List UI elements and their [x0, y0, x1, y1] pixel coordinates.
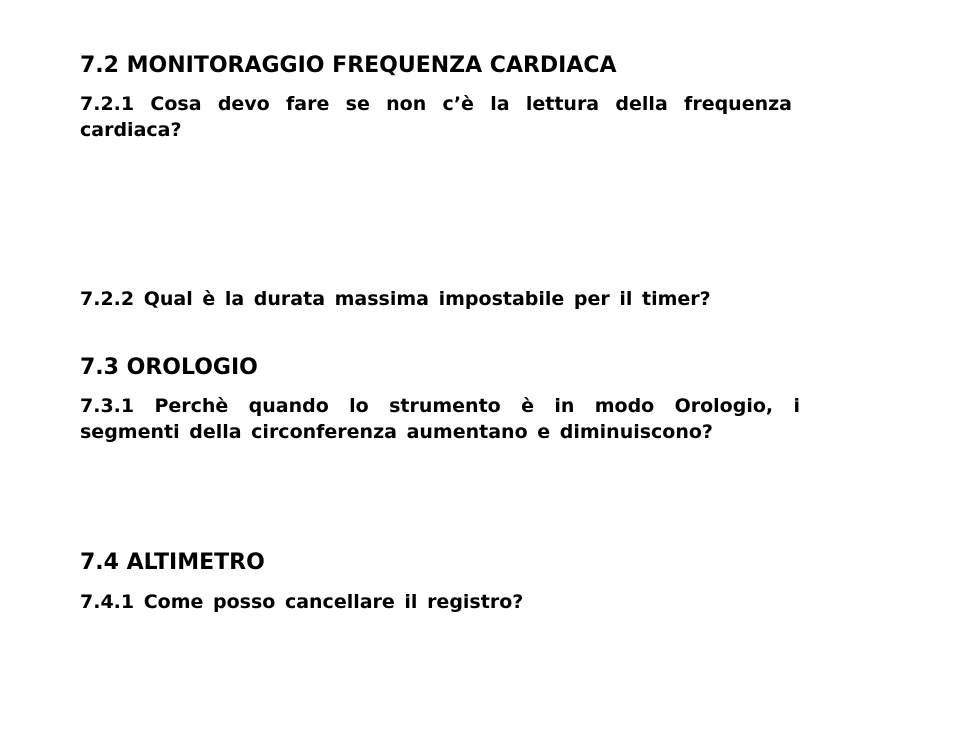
section-heading-heart-rate: 7.2 MONITORAGGIO FREQUENZA CARDIACA	[80, 53, 617, 78]
faq-question-7-4-1: 7.4.1 Come posso cancellare il registro?	[80, 591, 524, 613]
faq-question-7-3-1: 7.3.1 Perchè quando lo strumento è in modo Orologio, i segmenti della circonferenza aumentano e diminuiscono?	[80, 395, 800, 443]
faq-question-7-2-2: 7.2.2 Qual è la durata massima impostabile per il timer?	[80, 288, 711, 310]
section-heading-watch: 7.3 OROLOGIO	[80, 355, 258, 380]
faq-question-7-2-1: 7.2.1 Cosa devo fare se non c’è la lettura della frequenza cardiaca?	[80, 93, 792, 141]
section-heading-altimeter: 7.4 ALTIMETRO	[80, 550, 265, 575]
